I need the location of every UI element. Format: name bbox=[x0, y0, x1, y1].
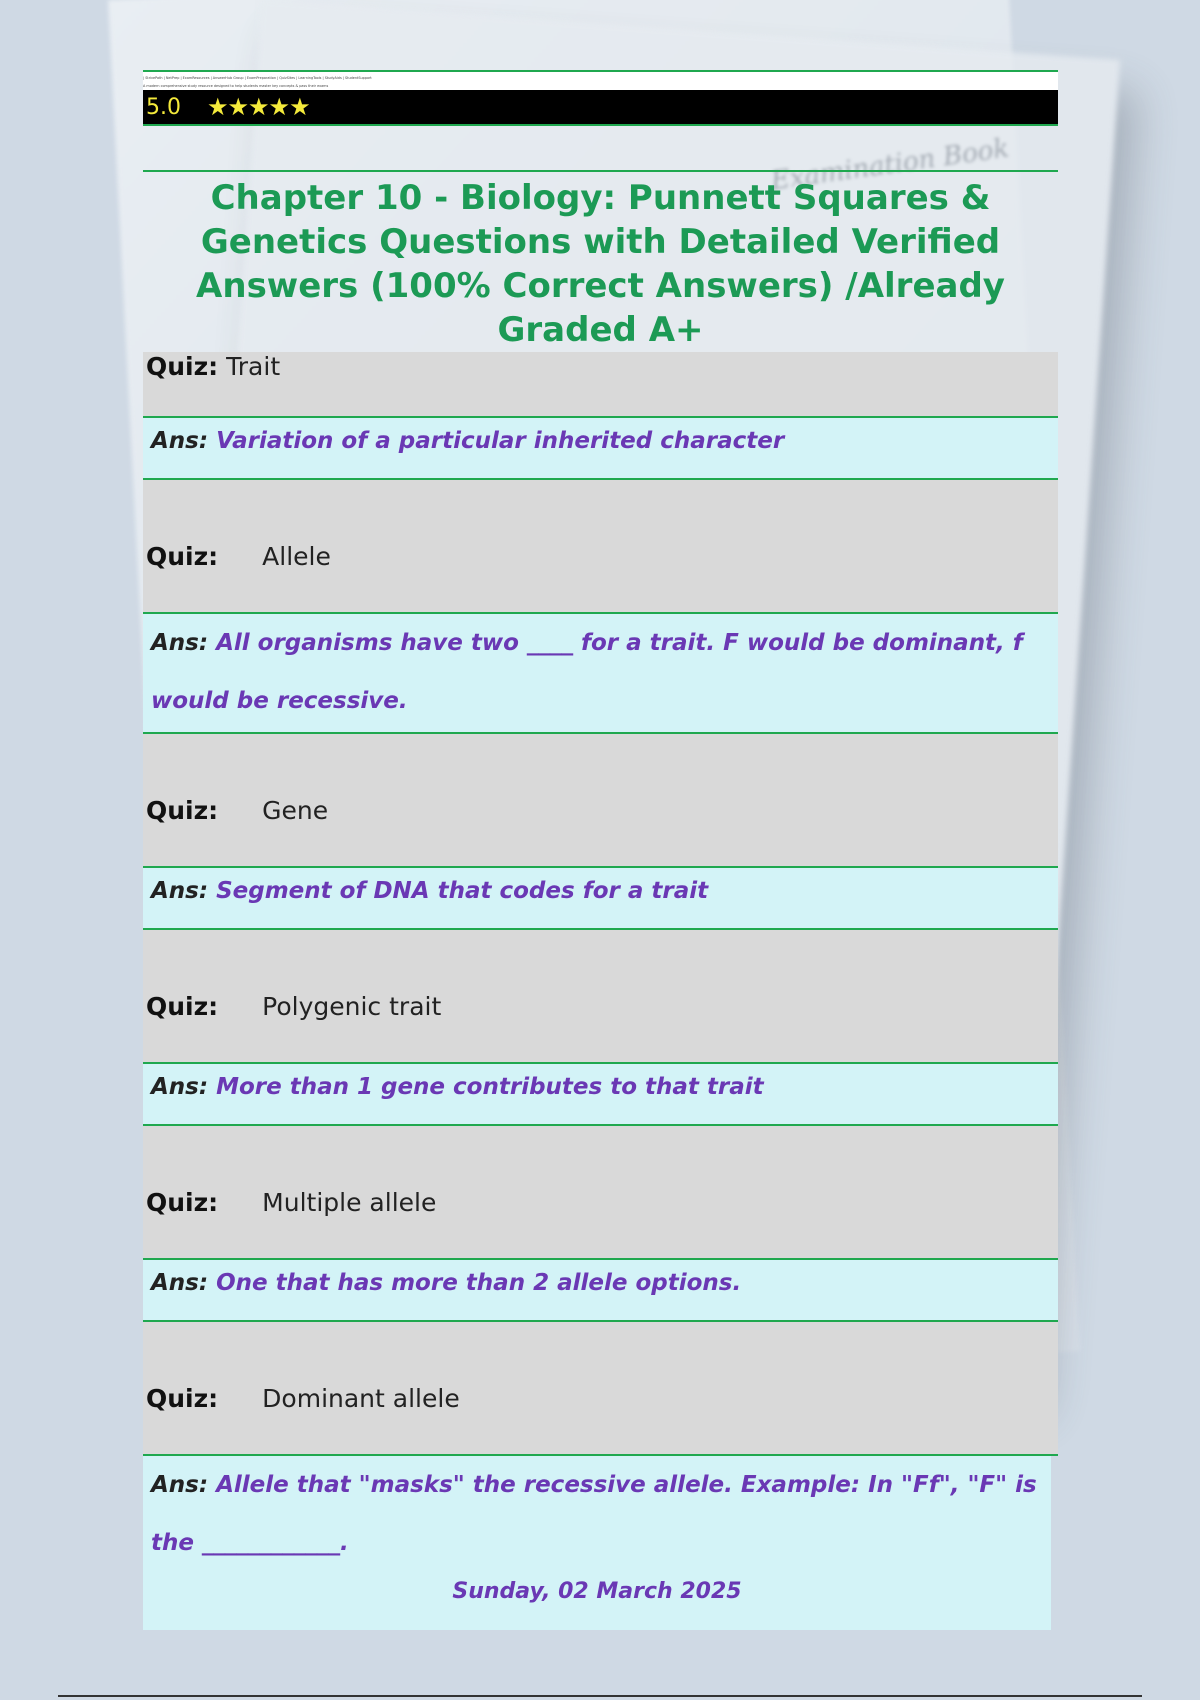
quiz-text: Multiple allele bbox=[262, 1187, 437, 1217]
quiz-row bbox=[143, 480, 1058, 614]
background-book-text: Examination Book bbox=[769, 133, 1011, 197]
qa-item-allele bbox=[143, 480, 1058, 734]
quiz-text: Gene bbox=[262, 795, 329, 825]
answer-text: All organisms have two ____ for a trait. F would be dominant, f would be recessive. bbox=[151, 630, 1023, 714]
qa-item-multiple-allele bbox=[143, 1126, 1058, 1322]
quiz-label: Quiz: bbox=[146, 1383, 219, 1413]
answer-row bbox=[143, 1260, 1058, 1322]
answer-row bbox=[143, 614, 1058, 734]
qa-item-gene bbox=[143, 734, 1058, 930]
quiz-text: Dominant allele bbox=[262, 1383, 460, 1413]
answer-label: Ans: bbox=[151, 1074, 209, 1100]
quiz-label: Quiz: bbox=[146, 795, 219, 825]
tiny-header bbox=[143, 72, 1058, 90]
answer-label: Ans: bbox=[151, 1472, 209, 1498]
bottom-divider bbox=[58, 1695, 1142, 1697]
quiz-label: Quiz: bbox=[146, 1187, 219, 1217]
tiny-header-line-1: | StrivePath | NetPrep | ExamResources | AnswerHub Group | ExamPreparation | QuizSites | LearningTools | StudyAids | StudentSupport bbox=[143, 76, 372, 80]
document bbox=[143, 70, 1058, 1574]
rating-bar bbox=[143, 90, 1058, 126]
quiz-label: Quiz: bbox=[146, 541, 219, 571]
quiz-row bbox=[143, 1322, 1058, 1456]
quiz-text: Polygenic trait bbox=[262, 991, 442, 1021]
star-rating-icon: ★★★★★ bbox=[207, 93, 310, 121]
rating-value: 5.0 bbox=[146, 94, 181, 120]
quiz-label: Quiz: bbox=[146, 352, 219, 381]
quiz-text: Allele bbox=[262, 541, 331, 571]
answer-text: One that has more than 2 allele options. bbox=[216, 1270, 742, 1296]
qa-item-polygenic-trait bbox=[143, 930, 1058, 1126]
answer-text: Segment of DNA that codes for a trait bbox=[216, 878, 709, 904]
answer-text: More than 1 gene contributes to that trait bbox=[216, 1074, 764, 1100]
answer-row bbox=[143, 1064, 1058, 1126]
tiny-header-line-2: A modern comprehensive study resource designed to help students master key concepts & pass their exams bbox=[143, 84, 329, 88]
quiz-row bbox=[143, 1126, 1058, 1260]
page-title: Chapter 10 - Biology: Punnett Squares & Genetics Questions with Detailed Verified Answers (100% Correct Answers) /Already Graded A+ bbox=[143, 170, 1058, 352]
answer-text: Allele that "masks" the recessive allele. Example: In "Ff", "F" is the ____________. bbox=[151, 1472, 1037, 1556]
qa-item-trait bbox=[143, 352, 1058, 480]
answer-text: Variation of a particular inherited character bbox=[216, 428, 785, 454]
answer-label: Ans: bbox=[151, 630, 209, 656]
answer-label: Ans: bbox=[151, 428, 209, 454]
quiz-row bbox=[143, 734, 1058, 868]
qa-item-dominant-allele bbox=[143, 1322, 1058, 1574]
quiz-row bbox=[143, 352, 1058, 418]
answer-row bbox=[143, 868, 1058, 930]
quiz-row bbox=[143, 930, 1058, 1064]
answer-label: Ans: bbox=[151, 878, 209, 904]
footer-date: Sunday, 02 March 2025 bbox=[143, 1568, 1051, 1630]
quiz-label: Quiz: bbox=[146, 991, 219, 1021]
answer-row bbox=[143, 1456, 1051, 1574]
answer-row bbox=[143, 418, 1058, 480]
answer-label: Ans: bbox=[151, 1270, 209, 1296]
quiz-text: Trait bbox=[226, 352, 281, 381]
